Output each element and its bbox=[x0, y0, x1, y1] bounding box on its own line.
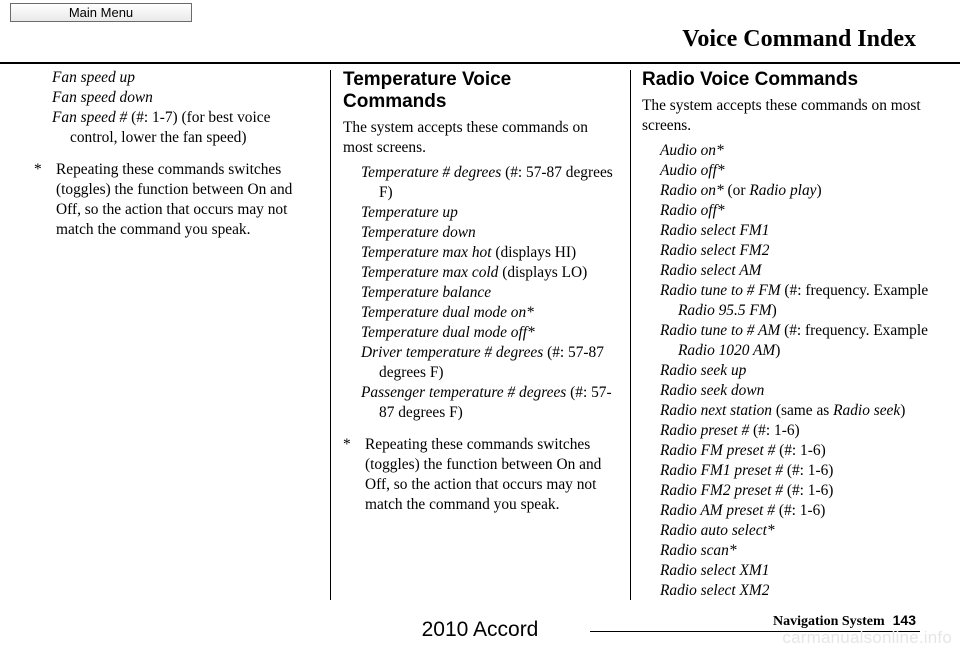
command-phrase: Radio FM preset # bbox=[660, 442, 776, 459]
footer-section: Navigation System bbox=[773, 614, 885, 629]
command-item bbox=[642, 381, 932, 401]
command-phrase: Radio seek bbox=[833, 402, 901, 419]
command-note: (#: 1-7) (for best voice control, lower the fan speed) bbox=[70, 109, 271, 146]
command-phrase: Temperature max hot bbox=[361, 244, 492, 261]
command-phrase: Temperature balance bbox=[361, 284, 492, 301]
command-phrase: Radio select FM2 bbox=[660, 242, 770, 259]
command-phrase: Fan speed down bbox=[52, 89, 153, 106]
command-note: (#: 57-87 degrees F) bbox=[379, 164, 613, 201]
command-note: (same as bbox=[772, 402, 834, 419]
command-phrase: Radio next station bbox=[660, 402, 772, 419]
toggle-note bbox=[343, 435, 618, 515]
command-item bbox=[343, 343, 618, 383]
command-item bbox=[642, 241, 932, 261]
command-item bbox=[343, 243, 618, 263]
command-item bbox=[642, 441, 932, 461]
command-phrase: Radio auto select* bbox=[660, 522, 775, 539]
command-item bbox=[343, 223, 618, 243]
command-phrase: Fan speed # bbox=[52, 109, 128, 126]
command-item bbox=[343, 263, 618, 283]
command-phrase: Radio preset # bbox=[660, 422, 750, 439]
command-item bbox=[642, 461, 932, 481]
temperature-heading: Temperature Voice Commands bbox=[343, 69, 512, 112]
command-phrase: Radio tune to # AM bbox=[660, 322, 781, 339]
command-phrase: Radio scan* bbox=[660, 542, 737, 559]
command-item bbox=[34, 88, 319, 108]
command-note: (displays HI) bbox=[491, 244, 577, 261]
command-phrase: Temperature max cold bbox=[361, 264, 499, 281]
command-item bbox=[642, 321, 932, 361]
command-item bbox=[642, 261, 932, 281]
radio-heading: Radio Voice Commands bbox=[642, 69, 859, 90]
command-phrase: Temperature down bbox=[361, 224, 476, 241]
page-number: 143 bbox=[892, 612, 916, 628]
command-item bbox=[642, 541, 932, 561]
note-asterisk: * bbox=[343, 436, 351, 453]
radio-command-list bbox=[642, 141, 932, 601]
model-name: 2010 Accord bbox=[421, 618, 539, 641]
command-phrase: Radio off* bbox=[660, 202, 725, 219]
command-phrase: Radio on* bbox=[660, 182, 724, 199]
column-temperature bbox=[343, 68, 618, 520]
command-item bbox=[642, 421, 932, 441]
column-fan bbox=[34, 68, 319, 245]
command-item bbox=[642, 161, 932, 181]
main-menu-button[interactable]: Main Menu bbox=[10, 3, 192, 22]
command-note: (#: 57-87 degrees F) bbox=[379, 384, 612, 421]
command-phrase: Radio AM preset # bbox=[660, 502, 775, 519]
command-phrase: Audio off* bbox=[660, 162, 725, 179]
command-phrase: Radio seek up bbox=[660, 362, 747, 379]
temperature-command-list bbox=[343, 163, 618, 423]
command-phrase: Temperature up bbox=[361, 204, 458, 221]
command-item bbox=[343, 323, 618, 343]
command-item bbox=[343, 203, 618, 223]
command-phrase: Radio FM2 preset # bbox=[660, 482, 783, 499]
command-phrase: Radio select AM bbox=[660, 262, 762, 279]
fan-command-list bbox=[34, 68, 319, 148]
command-item bbox=[642, 401, 932, 421]
command-note: ) bbox=[771, 302, 777, 319]
column-divider bbox=[630, 70, 631, 600]
command-note: ) bbox=[775, 342, 781, 359]
command-phrase: Fan speed up bbox=[52, 69, 135, 86]
command-item bbox=[343, 283, 618, 303]
command-phrase: Radio select XM1 bbox=[660, 562, 770, 579]
command-item bbox=[642, 521, 932, 541]
command-item bbox=[642, 361, 932, 381]
command-note: (#: 1-6) bbox=[749, 422, 800, 439]
command-phrase: Radio select FM1 bbox=[660, 222, 770, 239]
radio-intro: The system accepts these commands on most screens. bbox=[642, 97, 921, 134]
command-phrase: Radio play bbox=[749, 182, 817, 199]
command-phrase: Radio tune to # FM bbox=[660, 282, 781, 299]
command-item bbox=[642, 141, 932, 161]
command-item bbox=[642, 181, 932, 201]
note-asterisk: * bbox=[34, 161, 42, 178]
command-note: (displays LO) bbox=[498, 264, 588, 281]
watermark: carmanualsonline.info bbox=[782, 628, 952, 647]
toggle-note bbox=[34, 160, 319, 240]
command-phrase: Driver temperature # degrees bbox=[361, 344, 544, 361]
command-note: (#: 1-6) bbox=[782, 462, 834, 479]
command-item bbox=[642, 561, 932, 581]
command-phrase: Temperature # degrees bbox=[361, 164, 502, 181]
column-radio bbox=[642, 68, 932, 601]
command-item bbox=[642, 581, 932, 601]
command-item bbox=[642, 501, 932, 521]
command-note: (or bbox=[723, 182, 750, 199]
temperature-intro: The system accepts these commands on most screens. bbox=[343, 119, 588, 156]
command-item bbox=[34, 108, 319, 148]
command-item bbox=[642, 481, 932, 501]
command-phrase: Radio 1020 AM bbox=[678, 342, 776, 359]
title-rule bbox=[0, 62, 960, 64]
command-note: (#: frequency. Example bbox=[780, 322, 928, 339]
command-item bbox=[343, 303, 618, 323]
note-text: Repeating these commands switches (toggles) the function between On and Off, so the action that occurs may not match the command you speak. bbox=[365, 436, 602, 513]
command-item bbox=[642, 221, 932, 241]
command-phrase: Passenger temperature # degrees bbox=[361, 384, 567, 401]
command-phrase: Radio seek down bbox=[660, 382, 765, 399]
command-item bbox=[343, 383, 618, 423]
command-note: (#: 1-6) bbox=[782, 482, 834, 499]
command-note: ) bbox=[816, 182, 822, 199]
command-phrase: Temperature dual mode off* bbox=[361, 324, 535, 341]
note-text: Repeating these commands switches (toggles) the function between On and Off, so the action that occurs may not match the command you speak. bbox=[56, 161, 293, 238]
command-note: ) bbox=[900, 402, 906, 419]
command-note: (#: 1-6) bbox=[775, 502, 826, 519]
command-item bbox=[34, 68, 319, 88]
command-phrase: Radio FM1 preset # bbox=[660, 462, 783, 479]
command-phrase: Audio on* bbox=[660, 142, 724, 159]
command-note: (#: 1-6) bbox=[775, 442, 826, 459]
command-note: (#: 57-87 degrees F) bbox=[379, 344, 604, 381]
page-title: Voice Command Index bbox=[682, 26, 916, 52]
command-item bbox=[642, 201, 932, 221]
command-item bbox=[642, 281, 932, 321]
command-phrase: Radio select XM2 bbox=[660, 582, 770, 599]
command-note: (#: frequency. Example bbox=[780, 282, 929, 299]
command-phrase: Radio 95.5 FM bbox=[678, 302, 772, 319]
command-item bbox=[343, 163, 618, 203]
command-phrase: Temperature dual mode on* bbox=[361, 304, 534, 321]
column-divider bbox=[330, 70, 331, 600]
